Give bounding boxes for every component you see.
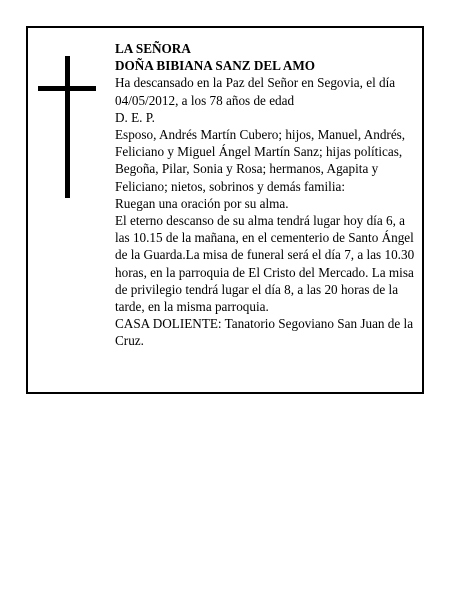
deceased-name: DOÑA BIBIANA SANZ DEL AMO (115, 58, 316, 74)
obituary-heading: LA SEÑORA (115, 41, 191, 56)
prayer-request: Ruegan una oración por su alma. (115, 195, 289, 211)
cross-vertical-bar (65, 56, 70, 198)
latin-cross-icon (36, 56, 96, 198)
service-details: El eterno descanso de su alma tendrá lugar hoy día 6, a las 10.15 de la mañana, en el cementerio de Santo Ángel de la Guarda.La misa de funeral será el día 7, a las 10.30 horas, en la parroquia de El Cristo del Mercado. La misa de privilegio tendrá lugar el día 8, a las 20 horas de la tarde, en la misma parroquia. (115, 213, 415, 315)
obituary-text (115, 40, 415, 350)
funeral-home: CASA DOLIENTE: Tanatorio Segoviano San Juan de la Cruz. (115, 316, 414, 349)
obituary-notice (26, 26, 424, 394)
death-announcement: Ha descansado en la Paz del Señor en Segovia, el día 04/05/2012, a los 78 años de edad (115, 75, 396, 108)
rest-in-peace: D. E. P. (115, 109, 155, 125)
cross-horizontal-bar (38, 86, 96, 91)
family-members: Esposo, Andrés Martín Cubero; hijos, Manuel, Andrés, Feliciano y Miguel Ángel Martín Sanz; hijas políticas, Begoña, Pilar, Sonia y Rosa; hermanos, Agapita y Feliciano; nietos, sobrinos y demás familia: (115, 127, 406, 194)
